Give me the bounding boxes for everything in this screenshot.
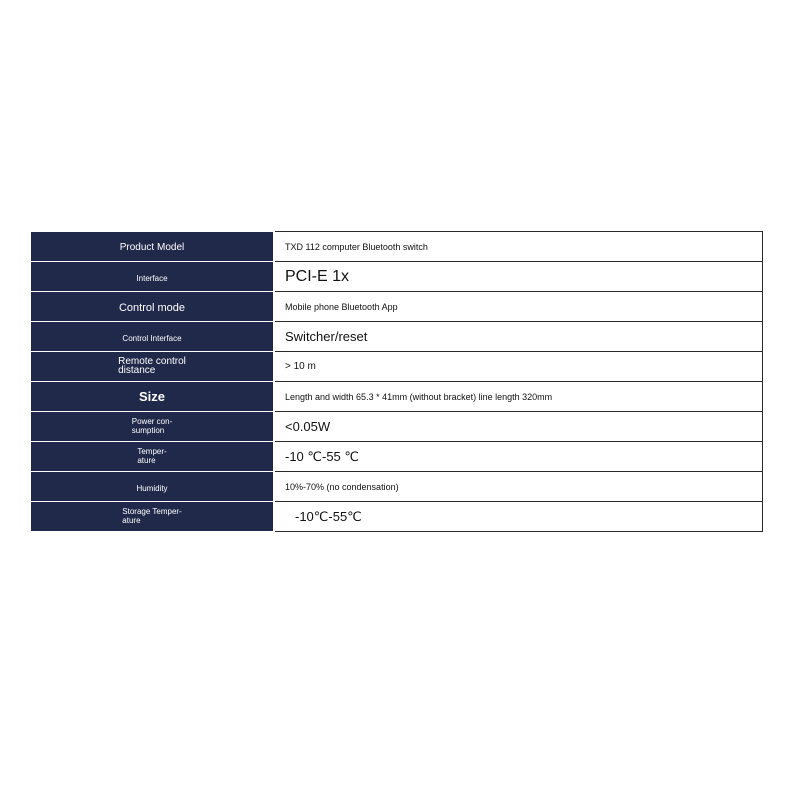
row-label-line: ature [137,455,156,465]
row-label: Interface [136,273,168,283]
row-label-cell [31,322,274,352]
table-row [31,322,763,352]
row-value: > 10 m [274,352,763,382]
row-label-line: sumption [131,425,165,435]
row-value: Length and width 65.3 * 41mm (without bracket) line length 320mm [274,382,763,412]
table-row [31,382,763,412]
row-label: Control Interface [122,333,182,343]
row-label-cell [31,232,274,262]
table-row [31,412,763,442]
row-label [118,357,186,375]
row-label: Size [138,388,165,404]
row-value: Switcher/reset [274,322,763,352]
row-value: PCI-E 1x [274,262,763,292]
row-label-cell [31,502,274,532]
row-label-cell [31,382,274,412]
row-label-cell [31,412,274,442]
row-label-cell [31,262,274,292]
row-label-cell [31,442,274,472]
row-value: TXD 112 computer Bluetooth switch [274,232,763,262]
row-value: Mobile phone Bluetooth App [274,292,763,322]
row-value: -10 ℃-55 ℃ [274,442,763,472]
row-label-line: ature [122,515,141,525]
row-label-line: Temper- [137,446,167,456]
table-row [31,292,763,322]
row-value: <0.05W [274,412,763,442]
row-label: Control mode [118,301,186,314]
table-row [31,502,763,532]
table-row [31,472,763,502]
row-label-line: Remote control [118,355,186,367]
table-row [31,442,763,472]
row-label: Humidity [136,483,168,493]
row-value: -10℃-55℃ [274,502,763,532]
row-label-line: distance [118,364,156,376]
spec-table [31,231,763,532]
row-label-cell [31,472,274,502]
row-label-cell [31,292,274,322]
row-label [132,417,172,435]
table-row [31,262,763,292]
table-row [31,352,763,382]
row-label [122,507,181,525]
row-label-cell [31,352,274,382]
row-value: 10%-70% (no condensation) [274,472,763,502]
table-row [31,232,763,262]
row-label: Product Model [119,242,185,254]
row-label-line: Storage Temper- [122,506,182,516]
row-label-line: Power con- [131,416,173,426]
row-label [137,447,166,465]
